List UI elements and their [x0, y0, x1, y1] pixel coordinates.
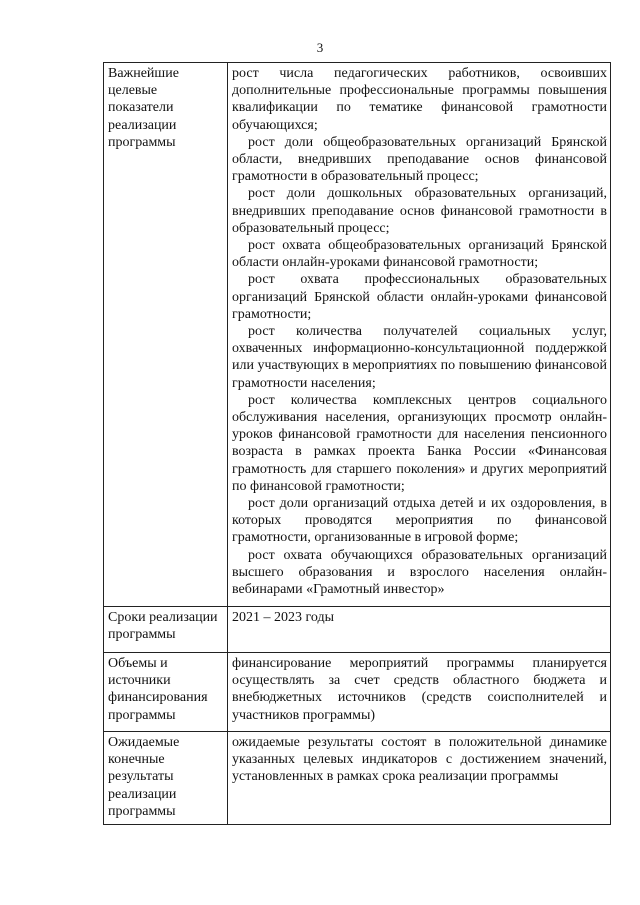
page-number: 3	[316, 40, 324, 55]
indicator-paragraph: рост количества получателей социальных услуг, охваченных информационно-консультационной поддержкой или участвующих в мероприятиях по повышению финансовой грамотности населения;	[232, 324, 607, 391]
table-row-implementation-period	[104, 607, 611, 653]
row-label: Сроки реализации программы	[108, 610, 218, 643]
row-label-cell	[104, 607, 228, 653]
row-label-cell	[104, 63, 228, 607]
row-value-cell	[228, 653, 611, 732]
row-value-cell	[228, 63, 611, 607]
indicator-paragraph: рост доли общеобразовательных организаций Брянской области, внедривших преподавание основ финансовой грамотности в образовательный процесс;	[232, 134, 607, 185]
row-label: Важнейшие целевые показатели реализации программы	[108, 66, 179, 150]
row-value-cell	[228, 607, 611, 653]
table-row-funding	[104, 653, 611, 732]
table-row-expected-results	[104, 732, 611, 825]
program-passport-table	[103, 62, 611, 825]
indicator-paragraph: рост доли дошкольных образовательных организаций, внедривших преподавание основ финансовой грамотности в образовательный процесс;	[232, 186, 607, 236]
indicator-paragraph: рост охвата общеобразовательных организаций Брянской области онлайн-уроками финансовой грамотности;	[232, 238, 607, 271]
row-value-cell	[228, 732, 611, 825]
funding-value: финансирование мероприятий программы планируется осуществлять за счет средств областного бюджета и внебюджетных источников (средств соисполнителей и участников программы)	[232, 656, 607, 723]
row-label-cell	[104, 732, 228, 825]
period-value: 2021 – 2023 годы	[232, 610, 335, 625]
table-row-target-indicators	[104, 63, 611, 607]
indicator-paragraph: рост количества комплексных центров социального обслуживания населения, организующих просмотр онлайн-уроков финансовой грамотности для населения пенсионного возраста в рамках проекта Банка России «Финансовая грамотность для старшего поколения» и других мероприятий по финансовой грамотности;	[232, 392, 607, 494]
indicator-paragraph: рост охвата обучающихся образовательных организаций высшего образования и взрослого населения онлайн-вебинарами «Грамотный инвестор»	[232, 547, 607, 598]
row-label: Ожидаемые конечные результаты реализации программы	[108, 735, 180, 819]
row-label-cell	[104, 653, 228, 732]
expected-results-value: ожидаемые результаты состоят в положительной динамике указанных целевых индикаторов с достижением значений, установленных в рамках срока реализации программы	[232, 735, 607, 785]
row-label: Объемы и источники финансирования программы	[108, 656, 208, 723]
indicator-paragraph: рост доли организаций отдыха детей и их оздоровления, в которых проводятся мероприятия по финансовой грамотности, организованные в игровой форме;	[232, 496, 607, 546]
indicator-paragraph: рост охвата профессиональных образовательных организаций Брянской области онлайн-уроками финансовой грамотности;	[232, 272, 607, 322]
indicator-paragraph: рост числа педагогических работников, освоивших дополнительные профессиональные программы повышения квалификации по тематике финансовой грамотности обучающихся;	[232, 66, 607, 133]
